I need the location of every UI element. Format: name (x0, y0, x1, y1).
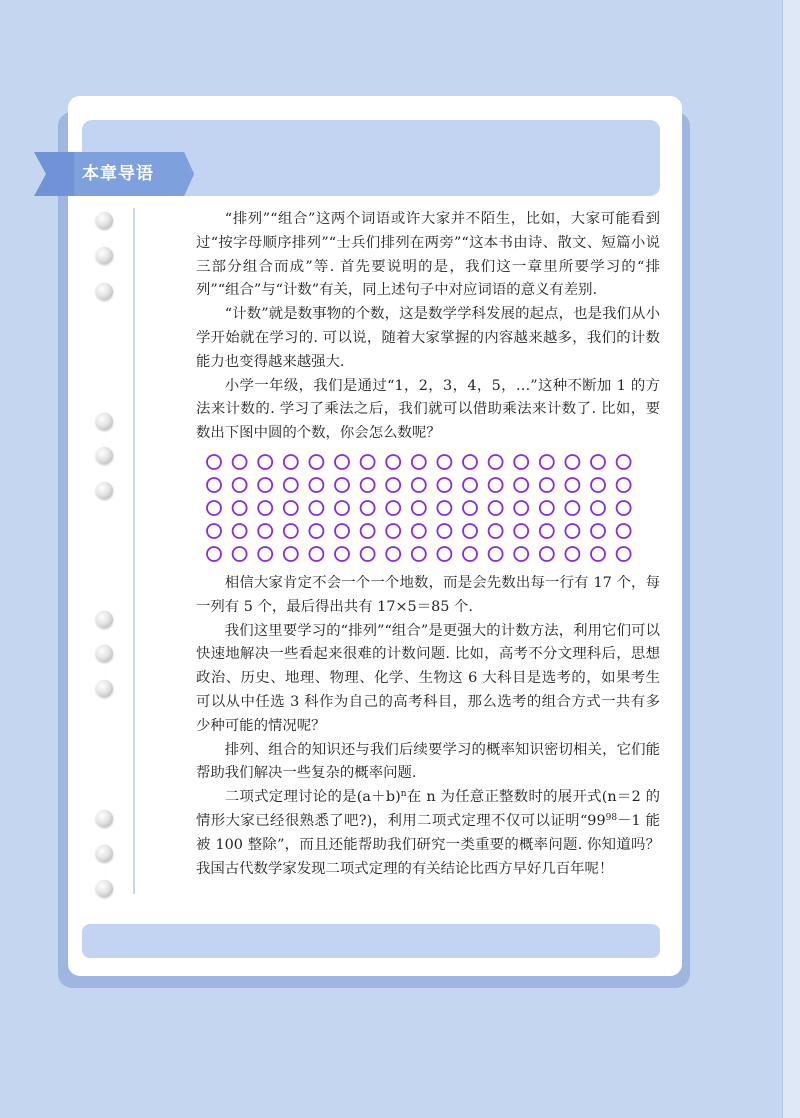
count-circle (335, 455, 349, 469)
count-circle (463, 501, 477, 515)
count-circle (284, 547, 298, 561)
binder-ring (96, 247, 113, 264)
count-circle (463, 478, 477, 492)
count-circle (514, 478, 528, 492)
paragraph-binomial-theorem (196, 786, 660, 881)
count-circle (207, 501, 221, 515)
binder-ring (96, 283, 113, 300)
count-circle (335, 501, 349, 515)
count-circle (386, 478, 400, 492)
count-circle (309, 524, 323, 538)
count-circle (284, 478, 298, 492)
count-circle (437, 478, 451, 492)
count-circle (233, 455, 247, 469)
count-circle (437, 455, 451, 469)
card-bottom-band (82, 924, 660, 958)
paragraph-probability-link: 排列、组合的知识还与我们后续要学习的概率知识密切相关，它们能帮助我们解决一些复杂的概率问题. (196, 741, 660, 782)
chapter-intro-title: 本章导语 (82, 164, 154, 184)
page-edge-strip (782, 0, 800, 1118)
count-circle (489, 501, 503, 515)
count-circle (412, 455, 426, 469)
count-circle (309, 547, 323, 561)
count-circle (386, 524, 400, 538)
count-circle (617, 524, 631, 538)
binder-ring (96, 447, 113, 464)
count-circle (617, 478, 631, 492)
count-circle (489, 524, 503, 538)
count-circle (437, 547, 451, 561)
count-circle (463, 455, 477, 469)
count-circle (489, 547, 503, 561)
paragraph-counting-definition: “计数”就是数事物的个数，这是数学学科发展的起点，也是我们从小学开始就在学习的. 可以说，随着大家掌握的内容越来越多，我们的计数能力也变得越来越强大. (196, 306, 660, 370)
count-circle (565, 501, 579, 515)
count-circle (514, 524, 528, 538)
count-circle (412, 501, 426, 515)
count-circle (591, 455, 605, 469)
count-circle (489, 455, 503, 469)
count-circle (437, 501, 451, 515)
binder-ring (96, 680, 113, 697)
count-circle (233, 501, 247, 515)
count-circle (412, 547, 426, 561)
count-circle (361, 455, 375, 469)
count-circle (335, 478, 349, 492)
binomial-text-3: －1 能被 100 整除”，而且还能帮助我们研究一类重要的概率问题. 你知道吗？我国古代数学家发现二项式定理的有关结论比西方早好几百年呢！ (196, 812, 661, 877)
count-circle (309, 455, 323, 469)
count-circle (463, 524, 477, 538)
count-circle (361, 478, 375, 492)
count-circle (361, 547, 375, 561)
count-circle (207, 547, 221, 561)
count-circle (258, 501, 272, 515)
binder-ring (96, 413, 113, 430)
binomial-text-1: 二项式定理讨论的是(a＋b) (224, 789, 401, 806)
count-circle (514, 455, 528, 469)
chapter-intro-text (196, 208, 660, 881)
count-circle (514, 501, 528, 515)
count-circle (207, 524, 221, 538)
count-circle (591, 478, 605, 492)
count-circle (565, 547, 579, 561)
binomial-exponent-n: n (400, 789, 407, 800)
count-circle (233, 478, 247, 492)
count-circle (284, 524, 298, 538)
count-circle (565, 524, 579, 538)
count-circle (233, 524, 247, 538)
paragraph-permutation-intro: “排列”“组合”这两个词语或许大家并不陌生，比如，大家可能看到过“按字母顺序排列”“士兵们排列在两旁”“这本书由诗、散文、短篇小说三部分组合而成”等. 首先要说明的是，我们这一章里所要学习的“排列”“组合”与“计数”有关，同上述句子中对应词语的意义有差别. (196, 211, 660, 299)
count-circle (463, 547, 477, 561)
count-circle (284, 455, 298, 469)
count-circle (258, 547, 272, 561)
count-circle (233, 547, 247, 561)
count-circle (540, 524, 554, 538)
circle-grid (204, 452, 644, 564)
count-circle (258, 524, 272, 538)
binder-ring (96, 845, 113, 862)
binder-ring (96, 880, 113, 897)
count-circle (361, 501, 375, 515)
count-circle (335, 547, 349, 561)
circle-grid-figure (196, 452, 660, 572)
count-circle (309, 478, 323, 492)
binder-ring (96, 482, 113, 499)
paragraph-combination-methods: 我们这里要学习的“排列”“组合”是更强大的计数方法，利用它们可以快速地解决一些看起来很难的计数问题. 比如，高考不分文理科后，思想政治、历史、地理、物理、化学、生物这 6 大科目是选考的，如果考生可以从中任选 3 科作为自己的高考科目，那么选考的组合方式一共有多少种可能的情况呢？ (196, 622, 660, 734)
count-circle (591, 501, 605, 515)
count-circle (386, 455, 400, 469)
count-circle (335, 524, 349, 538)
count-circle (591, 547, 605, 561)
binomial-text-2: 在 n 为任意正整数时的展开式(n＝2 的情形大家已经很熟悉了吧?)，利用二项式定理不仅可以证明“99 (196, 789, 660, 829)
binomial-exponent-98: 98 (605, 812, 618, 823)
count-circle (489, 478, 503, 492)
count-circle (617, 455, 631, 469)
count-circle (565, 455, 579, 469)
count-circle (617, 547, 631, 561)
count-circle (207, 478, 221, 492)
paragraph-circle-count: 相信大家肯定不会一个一个地数，而是会先数出每一行有 17 个，每一列有 5 个，最后得出共有 17×5＝85 个. (196, 574, 660, 615)
count-circle (284, 501, 298, 515)
count-circle (565, 478, 579, 492)
count-circle (258, 455, 272, 469)
count-circle (514, 547, 528, 561)
count-circle (437, 524, 451, 538)
count-circle (617, 501, 631, 515)
count-circle (540, 547, 554, 561)
count-circle (540, 501, 554, 515)
count-circle (412, 478, 426, 492)
count-circle (207, 455, 221, 469)
binder-line (133, 208, 135, 894)
paragraph-counting-methods: 小学一年级，我们是通过“1，2，3，4，5，…”这种不断加 1 的方法来计数的. 学习了乘法之后，我们就可以借助乘法来计数了. 比如，要数出下图中圆的个数，你会怎么数呢？ (196, 377, 660, 442)
count-circle (412, 524, 426, 538)
binder-ring (96, 810, 113, 827)
count-circle (258, 478, 272, 492)
count-circle (591, 524, 605, 538)
binder-ring (96, 212, 113, 229)
count-circle (540, 455, 554, 469)
count-circle (386, 501, 400, 515)
count-circle (540, 478, 554, 492)
binder-ring (96, 611, 113, 628)
count-circle (361, 524, 375, 538)
binder-ring (96, 645, 113, 662)
count-circle (309, 501, 323, 515)
count-circle (386, 547, 400, 561)
